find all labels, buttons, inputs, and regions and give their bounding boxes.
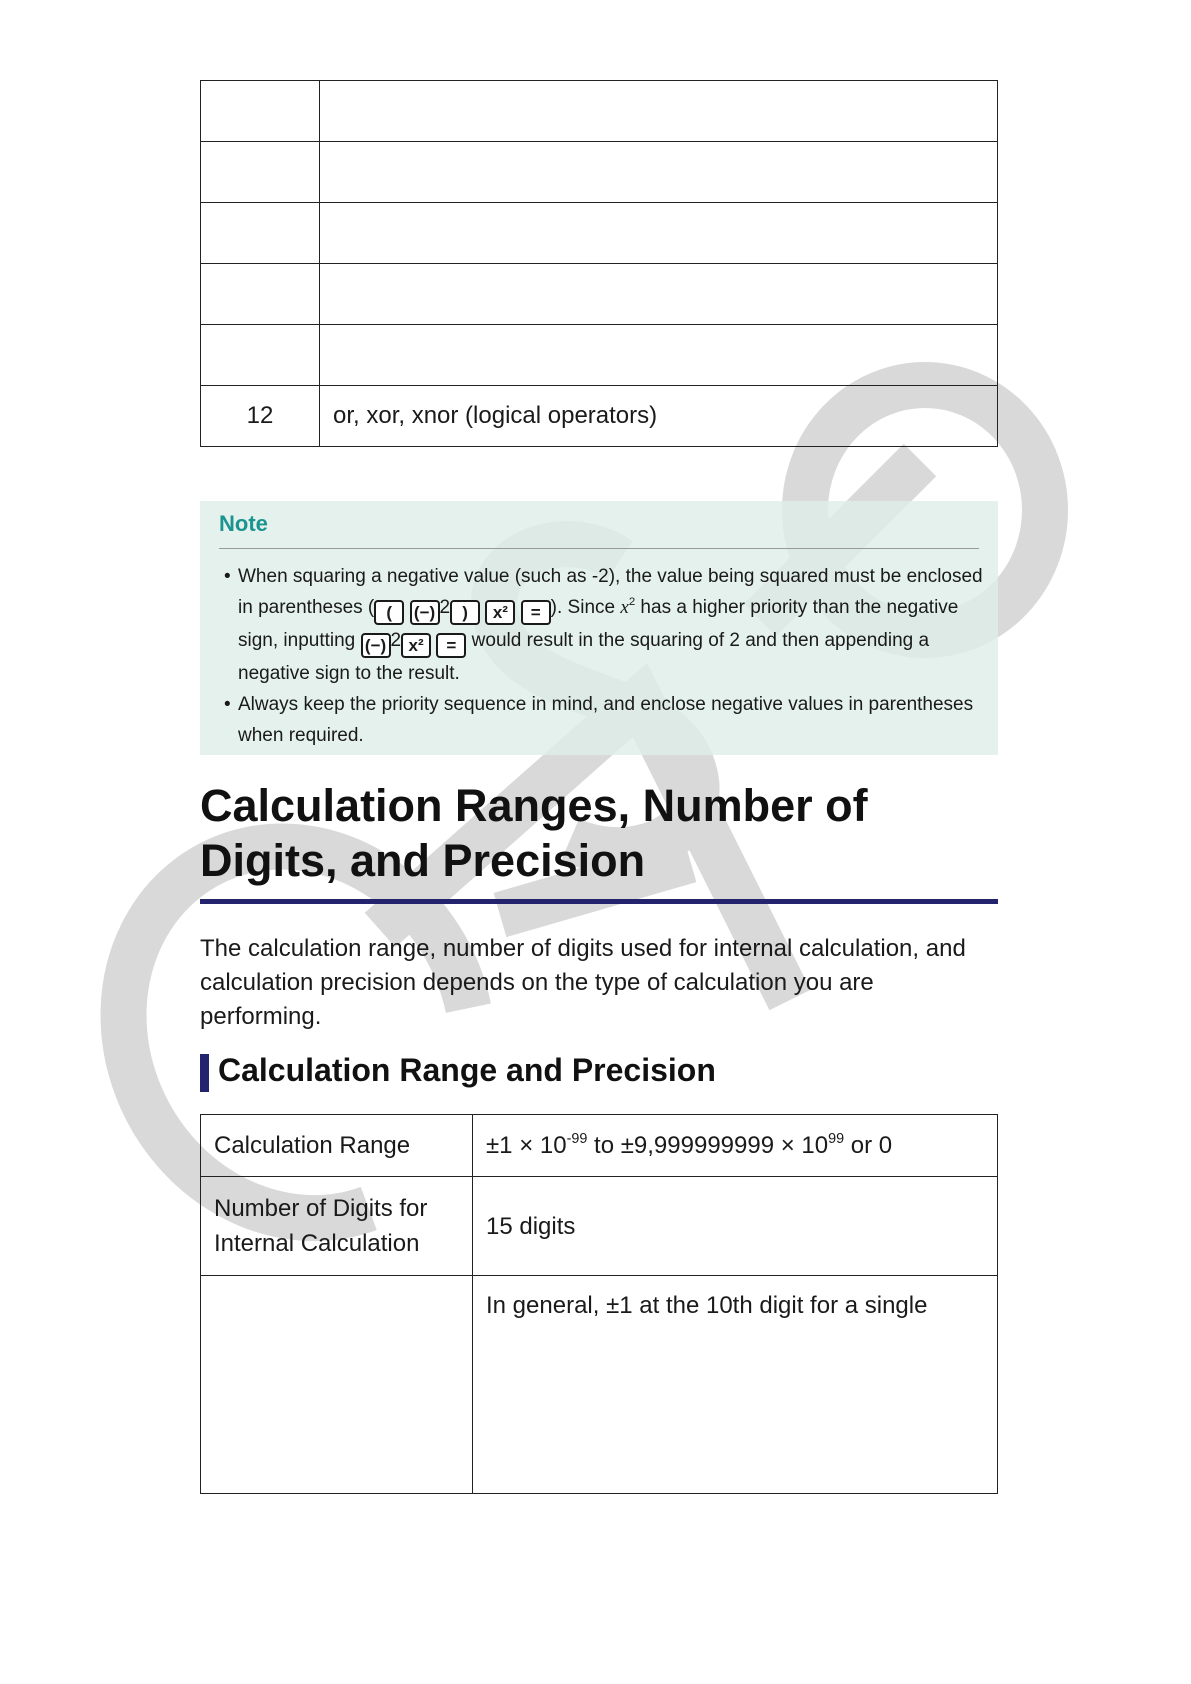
value-text: or 0 xyxy=(844,1132,893,1159)
square-key-icon: x² xyxy=(485,600,515,625)
exponent: -99 xyxy=(566,1130,588,1147)
exponent: 99 xyxy=(828,1130,845,1147)
variable-x: x xyxy=(620,597,629,618)
note-text: would result in the squaring of 2 and then appending a negative sign to the result. xyxy=(238,630,930,684)
note-text: has a higher priority than the negative sign, inputting xyxy=(238,597,959,651)
close-paren-key-icon: ) xyxy=(450,600,480,625)
priority-number xyxy=(201,81,320,142)
table-row xyxy=(201,203,998,264)
table-row xyxy=(201,1276,998,1494)
table-row xyxy=(201,386,998,447)
table-row xyxy=(201,81,998,142)
priority-number xyxy=(201,203,320,264)
table-row xyxy=(201,1177,998,1276)
negative-key-icon: (−) xyxy=(361,633,391,658)
row-label: Calculation Range xyxy=(201,1115,473,1177)
range-table xyxy=(200,1114,998,1494)
priority-description xyxy=(320,142,998,203)
priority-description xyxy=(320,264,998,325)
intro-paragraph: The calculation range, number of digits used for internal calculation, and calculation precision depends on the type of calculation you are performing. xyxy=(200,935,966,1030)
equals-key-icon: = xyxy=(521,600,551,625)
priority-table xyxy=(200,80,998,447)
value-text: ±1 × 10 xyxy=(486,1132,567,1159)
table-row xyxy=(201,325,998,386)
digit-text: 2 xyxy=(439,597,451,618)
row-value: In general, ±1 at the 10th digit for a single xyxy=(473,1276,998,1494)
row-value xyxy=(473,1115,998,1177)
open-paren-key-icon: ( xyxy=(374,600,404,625)
row-label: Number of Digits for Internal Calculation xyxy=(201,1177,473,1276)
table-row xyxy=(201,142,998,203)
square-key-icon: x² xyxy=(401,633,431,658)
note-item xyxy=(219,689,984,751)
note-text: ). Since xyxy=(550,597,621,618)
priority-number: 12 xyxy=(201,386,320,447)
subsection-heading: Calculation Range and Precision xyxy=(218,1052,716,1088)
note-box xyxy=(200,501,998,755)
section-heading: Calculation Ranges, Number of Digits, and Precision xyxy=(200,780,868,886)
priority-description xyxy=(320,203,998,264)
priority-description xyxy=(320,325,998,386)
note-divider xyxy=(219,548,979,549)
row-label xyxy=(201,1276,473,1494)
subheading-bar xyxy=(200,1054,209,1092)
bullet: • xyxy=(224,694,231,715)
note-item xyxy=(219,561,984,689)
note-list xyxy=(219,561,984,751)
table-row xyxy=(201,1115,998,1177)
value-text: to ±9,999999999 × 10 xyxy=(587,1132,829,1159)
heading-underline xyxy=(200,899,998,904)
row-value: 15 digits xyxy=(473,1177,998,1276)
note-title: Note xyxy=(219,511,268,536)
exponent: 2 xyxy=(628,596,636,609)
equals-key-icon: = xyxy=(436,633,466,658)
priority-description: or, xor, xnor (logical operators) xyxy=(320,386,998,447)
bullet: • xyxy=(224,566,231,587)
note-text: Always keep the priority sequence in mind, and enclose negative values in parentheses when required. xyxy=(238,694,974,746)
note-text: When squaring a negative value (such as -2), the value being squared must be enclosed in parentheses ( xyxy=(238,566,983,618)
priority-number xyxy=(201,264,320,325)
priority-number xyxy=(201,325,320,386)
priority-number xyxy=(201,142,320,203)
negative-key-icon: (−) xyxy=(410,600,440,625)
priority-description xyxy=(320,81,998,142)
digit-text: 2 xyxy=(390,630,402,651)
table-row xyxy=(201,264,998,325)
